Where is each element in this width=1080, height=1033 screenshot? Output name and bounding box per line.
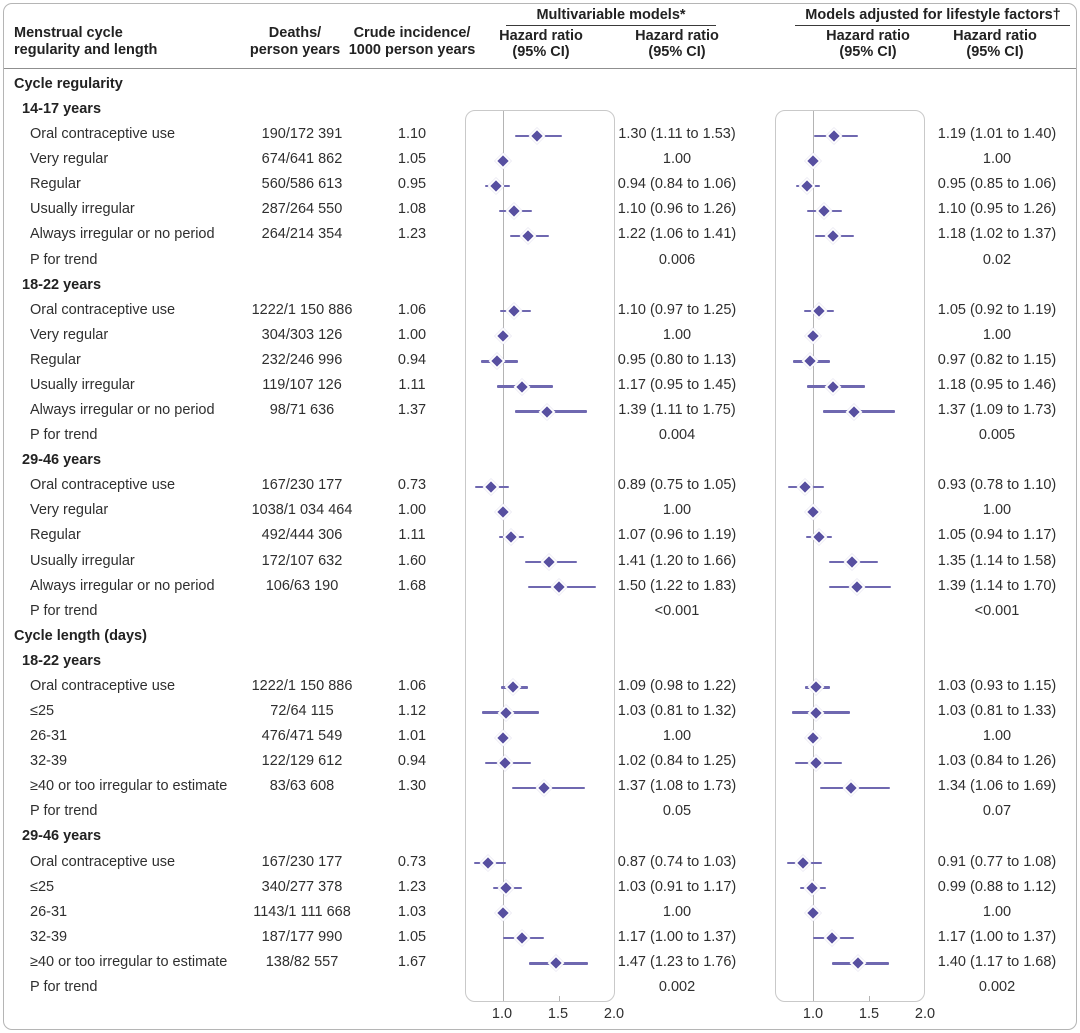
p-for-trend-label: P for trend bbox=[30, 602, 98, 619]
row-label: Regular bbox=[30, 527, 81, 544]
group-label: 18-22 years bbox=[22, 652, 102, 669]
p-trend-value-lifestyle: 0.005 bbox=[978, 427, 1016, 444]
reference-line-2 bbox=[813, 111, 814, 1001]
deaths-person-years-value: 674/641 862 bbox=[261, 151, 343, 168]
crude-incidence-value: 0.95 bbox=[397, 176, 427, 193]
point-estimate-diamond bbox=[495, 503, 512, 520]
hazard-ratio-text-lifestyle: 1.37 (1.09 to 1.73) bbox=[937, 402, 1057, 419]
point-estimate-diamond bbox=[805, 729, 822, 746]
row-label: Very regular bbox=[30, 326, 109, 343]
point-estimate-diamond bbox=[506, 303, 523, 320]
axis-label-1.0-panel1: 1.0 bbox=[491, 1006, 513, 1022]
p-trend-value-lifestyle: <0.001 bbox=[974, 602, 1020, 619]
row-label: Oral contraceptive use bbox=[30, 853, 176, 870]
deaths-person-years-value: 1143/1 111 668 bbox=[253, 903, 351, 920]
axis-label-1.5-panel2: 1.5 bbox=[858, 1006, 880, 1022]
crude-incidence-value: 1.23 bbox=[397, 226, 427, 243]
deaths-person-years-value: 1038/1 034 464 bbox=[251, 502, 353, 519]
group-label: 14-17 years bbox=[22, 101, 102, 118]
row-label: Oral contraceptive use bbox=[30, 126, 176, 143]
deaths-person-years-value: 264/214 354 bbox=[261, 226, 343, 243]
point-estimate-diamond bbox=[482, 478, 499, 495]
crude-incidence-value: 0.73 bbox=[397, 477, 427, 494]
point-estimate-diamond bbox=[497, 754, 514, 771]
column-header-crude-line1: Crude incidence/ bbox=[353, 25, 471, 41]
p-trend-value-multivariable: 0.05 bbox=[662, 803, 692, 820]
hazard-ratio-text-lifestyle: 1.00 bbox=[982, 151, 1012, 168]
point-estimate-diamond bbox=[825, 228, 842, 245]
point-estimate-diamond bbox=[805, 905, 822, 922]
point-estimate-diamond bbox=[495, 152, 512, 169]
p-trend-value-lifestyle: 0.002 bbox=[978, 978, 1016, 995]
hazard-ratio-text-lifestyle: 1.00 bbox=[982, 326, 1012, 343]
p-trend-value-multivariable: 0.004 bbox=[658, 427, 696, 444]
crude-incidence-value: 1.06 bbox=[397, 301, 427, 318]
p-for-trend-label: P for trend bbox=[30, 427, 98, 444]
row-label: Oral contraceptive use bbox=[30, 301, 176, 318]
deaths-person-years-value: 190/172 391 bbox=[261, 126, 343, 143]
deaths-person-years-value: 492/444 306 bbox=[261, 527, 343, 544]
deaths-person-years-value: 167/230 177 bbox=[261, 853, 343, 870]
subheader-hr-text-2-line2: (95% CI) bbox=[966, 44, 1024, 60]
deaths-person-years-value: 1222/1 150 886 bbox=[251, 677, 353, 694]
hazard-ratio-text-multivariable: 1.07 (0.96 to 1.19) bbox=[617, 527, 737, 544]
deaths-person-years-value: 72/64 115 bbox=[270, 703, 334, 720]
point-estimate-diamond bbox=[498, 880, 515, 897]
hazard-ratio-text-multivariable: 1.00 bbox=[662, 502, 692, 519]
p-for-trend-label: P for trend bbox=[30, 803, 98, 820]
hazard-ratio-text-lifestyle: 1.35 (1.14 to 1.58) bbox=[937, 552, 1057, 569]
hazard-ratio-text-lifestyle: 1.05 (0.92 to 1.19) bbox=[937, 301, 1057, 318]
group-header-underline-1 bbox=[506, 25, 716, 26]
section-label: Cycle length (days) bbox=[14, 627, 147, 644]
hazard-ratio-text-multivariable: 1.22 (1.06 to 1.41) bbox=[617, 226, 737, 243]
forest-panel-lifestyle bbox=[775, 110, 925, 1002]
deaths-person-years-value: 287/264 550 bbox=[261, 201, 343, 218]
hazard-ratio-text-multivariable: 0.94 (0.84 to 1.06) bbox=[617, 176, 737, 193]
row-label: ≤25 bbox=[30, 878, 55, 895]
row-label: Usually irregular bbox=[30, 552, 135, 569]
deaths-person-years-value: 1222/1 150 886 bbox=[251, 301, 353, 318]
axis-label-2.0-panel2: 2.0 bbox=[914, 1006, 936, 1022]
hazard-ratio-text-multivariable: 1.02 (0.84 to 1.25) bbox=[617, 753, 737, 770]
axis-tick-1.5-panel1 bbox=[559, 996, 560, 1001]
crude-incidence-value: 1.67 bbox=[397, 953, 427, 970]
hazard-ratio-text-lifestyle: 1.03 (0.84 to 1.26) bbox=[937, 753, 1057, 770]
reference-line-1 bbox=[503, 111, 504, 1001]
deaths-person-years-value: 167/230 177 bbox=[261, 477, 343, 494]
hazard-ratio-text-lifestyle: 1.00 bbox=[982, 728, 1012, 745]
header-divider bbox=[4, 68, 1076, 69]
point-estimate-diamond bbox=[803, 880, 820, 897]
point-estimate-diamond bbox=[528, 127, 545, 144]
point-estimate-diamond bbox=[498, 704, 515, 721]
point-estimate-diamond bbox=[805, 152, 822, 169]
point-estimate-diamond bbox=[536, 779, 553, 796]
hazard-ratio-text-lifestyle: 0.91 (0.77 to 1.08) bbox=[937, 853, 1057, 870]
point-estimate-diamond bbox=[519, 228, 536, 245]
hazard-ratio-text-multivariable: 1.17 (1.00 to 1.37) bbox=[617, 928, 737, 945]
group-label: 18-22 years bbox=[22, 276, 102, 293]
point-estimate-diamond bbox=[826, 127, 843, 144]
point-estimate-diamond bbox=[547, 955, 564, 972]
deaths-person-years-value: 232/246 996 bbox=[261, 351, 343, 368]
group-header-underline-2 bbox=[795, 25, 1070, 26]
column-header-label-line2: regularity and length bbox=[14, 42, 158, 58]
hazard-ratio-text-multivariable: 1.50 (1.22 to 1.83) bbox=[617, 577, 737, 594]
row-label: Always irregular or no period bbox=[30, 402, 215, 419]
hazard-ratio-text-lifestyle: 0.99 (0.88 to 1.12) bbox=[937, 878, 1057, 895]
point-estimate-diamond bbox=[844, 554, 861, 571]
column-header-deaths-line2: person years bbox=[249, 42, 341, 58]
hazard-ratio-text-lifestyle: 0.97 (0.82 to 1.15) bbox=[937, 351, 1057, 368]
hazard-ratio-text-multivariable: 1.00 bbox=[662, 728, 692, 745]
point-estimate-diamond bbox=[808, 704, 825, 721]
point-estimate-diamond bbox=[824, 930, 841, 947]
hazard-ratio-text-lifestyle: 1.18 (1.02 to 1.37) bbox=[937, 226, 1057, 243]
hazard-ratio-text-multivariable: 1.17 (0.95 to 1.45) bbox=[617, 376, 737, 393]
crude-incidence-value: 1.05 bbox=[397, 151, 427, 168]
point-estimate-diamond bbox=[514, 930, 531, 947]
point-estimate-diamond bbox=[808, 754, 825, 771]
point-estimate-diamond bbox=[794, 855, 811, 872]
hazard-ratio-text-lifestyle: 1.39 (1.14 to 1.70) bbox=[937, 577, 1057, 594]
point-estimate-diamond bbox=[495, 729, 512, 746]
deaths-person-years-value: 122/129 612 bbox=[261, 753, 343, 770]
hazard-ratio-text-lifestyle: 1.40 (1.17 to 1.68) bbox=[937, 953, 1057, 970]
point-estimate-diamond bbox=[848, 579, 865, 596]
point-estimate-diamond bbox=[495, 328, 512, 345]
crude-incidence-value: 1.30 bbox=[397, 778, 427, 795]
row-label: Usually irregular bbox=[30, 201, 135, 218]
deaths-person-years-value: 138/82 557 bbox=[265, 953, 339, 970]
p-trend-value-multivariable: 0.006 bbox=[658, 251, 696, 268]
p-trend-value-multivariable: <0.001 bbox=[654, 602, 700, 619]
hazard-ratio-text-multivariable: 1.10 (0.96 to 1.26) bbox=[617, 201, 737, 218]
crude-incidence-value: 1.68 bbox=[397, 577, 427, 594]
hazard-ratio-text-multivariable: 1.30 (1.11 to 1.53) bbox=[618, 126, 736, 143]
row-label: 32-39 bbox=[30, 928, 68, 945]
point-estimate-diamond bbox=[808, 679, 825, 696]
crude-incidence-value: 1.10 bbox=[397, 126, 427, 143]
crude-incidence-value: 1.11 bbox=[398, 376, 426, 393]
deaths-person-years-value: 119/107 126 bbox=[262, 376, 342, 393]
crude-incidence-value: 1.00 bbox=[397, 502, 427, 519]
crude-incidence-value: 1.12 bbox=[397, 703, 427, 720]
hazard-ratio-text-multivariable: 1.00 bbox=[662, 151, 692, 168]
point-estimate-diamond bbox=[801, 353, 818, 370]
row-label: Very regular bbox=[30, 151, 109, 168]
row-label: ≤25 bbox=[30, 703, 55, 720]
point-estimate-diamond bbox=[502, 529, 519, 546]
crude-incidence-value: 1.05 bbox=[397, 928, 427, 945]
column-header-deaths-line1: Deaths/ bbox=[268, 25, 322, 41]
section-label: Cycle regularity bbox=[14, 76, 123, 92]
hazard-ratio-text-lifestyle: 1.10 (0.95 to 1.26) bbox=[937, 201, 1057, 218]
p-trend-value-multivariable: 0.002 bbox=[658, 978, 696, 995]
deaths-person-years-value: 340/277 378 bbox=[261, 878, 343, 895]
group-header-multivariable: Multivariable models* bbox=[536, 7, 686, 23]
crude-incidence-value: 1.00 bbox=[397, 326, 427, 343]
subheader-hr-text-1-line2: (95% CI) bbox=[648, 44, 706, 60]
point-estimate-diamond bbox=[849, 955, 866, 972]
row-label: Very regular bbox=[30, 502, 109, 519]
hazard-ratio-text-multivariable: 0.87 (0.74 to 1.03) bbox=[617, 853, 737, 870]
axis-label-1.5-panel1: 1.5 bbox=[547, 1006, 569, 1022]
crude-incidence-value: 1.08 bbox=[397, 201, 427, 218]
crude-incidence-value: 0.73 bbox=[397, 853, 427, 870]
axis-label-1.0-panel2: 1.0 bbox=[802, 1006, 824, 1022]
p-for-trend-label: P for trend bbox=[30, 251, 98, 268]
point-estimate-diamond bbox=[506, 202, 523, 219]
hazard-ratio-text-multivariable: 1.10 (0.97 to 1.25) bbox=[617, 301, 737, 318]
point-estimate-diamond bbox=[540, 554, 557, 571]
row-label: Oral contraceptive use bbox=[30, 677, 176, 694]
row-label: Always irregular or no period bbox=[30, 577, 215, 594]
hazard-ratio-text-lifestyle: 1.34 (1.06 to 1.69) bbox=[937, 778, 1057, 795]
hazard-ratio-text-multivariable: 1.03 (0.81 to 1.32) bbox=[617, 703, 737, 720]
row-label: Always irregular or no period bbox=[30, 226, 215, 243]
hazard-ratio-text-lifestyle: 1.05 (0.94 to 1.17) bbox=[937, 527, 1057, 544]
hazard-ratio-text-lifestyle: 0.93 (0.78 to 1.10) bbox=[937, 477, 1057, 494]
hazard-ratio-text-lifestyle: 0.95 (0.85 to 1.06) bbox=[937, 176, 1057, 193]
hazard-ratio-text-lifestyle: 1.19 (1.01 to 1.40) bbox=[937, 126, 1057, 143]
crude-incidence-value: 0.94 bbox=[397, 351, 427, 368]
group-label: 29-46 years bbox=[22, 452, 102, 469]
row-label: 26-31 bbox=[30, 903, 68, 920]
crude-incidence-value: 1.37 bbox=[397, 402, 427, 419]
forest-panel-multivariable bbox=[465, 110, 615, 1002]
hazard-ratio-text-multivariable: 1.37 (1.08 to 1.73) bbox=[617, 778, 737, 795]
subheader-hr-plot-1-line1: Hazard ratio bbox=[499, 28, 583, 44]
point-estimate-diamond bbox=[805, 503, 822, 520]
point-estimate-diamond bbox=[551, 579, 568, 596]
subheader-hr-plot-2-line2: (95% CI) bbox=[839, 44, 897, 60]
row-label: 26-31 bbox=[30, 728, 68, 745]
point-estimate-diamond bbox=[805, 328, 822, 345]
hazard-ratio-text-multivariable: 1.09 (0.98 to 1.22) bbox=[617, 677, 737, 694]
hazard-ratio-text-multivariable: 1.47 (1.23 to 1.76) bbox=[617, 953, 737, 970]
hazard-ratio-text-multivariable: 1.00 bbox=[662, 326, 692, 343]
hazard-ratio-text-multivariable: 1.39 (1.11 to 1.75) bbox=[618, 402, 736, 419]
row-label: ≥40 or too irregular to estimate bbox=[30, 778, 228, 795]
point-estimate-diamond bbox=[480, 855, 497, 872]
deaths-person-years-value: 98/71 636 bbox=[269, 402, 335, 419]
hazard-ratio-text-multivariable: 0.89 (0.75 to 1.05) bbox=[617, 477, 737, 494]
subheader-hr-text-2-line1: Hazard ratio bbox=[953, 28, 1037, 44]
point-estimate-diamond bbox=[816, 202, 833, 219]
deaths-person-years-value: 106/63 190 bbox=[265, 577, 339, 594]
point-estimate-diamond bbox=[797, 478, 814, 495]
point-estimate-diamond bbox=[825, 378, 842, 395]
crude-incidence-value: 1.03 bbox=[397, 903, 427, 920]
deaths-person-years-value: 187/177 990 bbox=[261, 928, 343, 945]
row-label: Regular bbox=[30, 351, 81, 368]
subheader-hr-plot-2-line1: Hazard ratio bbox=[826, 28, 910, 44]
deaths-person-years-value: 83/63 608 bbox=[269, 778, 335, 795]
p-trend-value-lifestyle: 0.07 bbox=[982, 803, 1012, 820]
row-label: Usually irregular bbox=[30, 376, 135, 393]
axis-tick-1.5-panel2 bbox=[869, 996, 870, 1001]
p-for-trend-label: P for trend bbox=[30, 978, 98, 995]
crude-incidence-value: 0.94 bbox=[397, 753, 427, 770]
crude-incidence-value: 1.11 bbox=[398, 527, 426, 544]
crude-incidence-value: 1.60 bbox=[397, 552, 427, 569]
group-header-lifestyle: Models adjusted for lifestyle factors† bbox=[805, 7, 1061, 23]
crude-incidence-value: 1.01 bbox=[397, 728, 427, 745]
hazard-ratio-text-lifestyle: 1.00 bbox=[982, 903, 1012, 920]
column-header-label-line1: Menstrual cycle bbox=[14, 25, 123, 41]
column-header-crude-line2: 1000 person years bbox=[348, 42, 476, 58]
row-label: ≥40 or too irregular to estimate bbox=[30, 953, 228, 970]
row-label: 32-39 bbox=[30, 753, 68, 770]
hazard-ratio-text-multivariable: 1.41 (1.20 to 1.66) bbox=[617, 552, 737, 569]
point-estimate-diamond bbox=[514, 378, 531, 395]
point-estimate-diamond bbox=[538, 403, 555, 420]
hazard-ratio-text-multivariable: 0.95 (0.80 to 1.13) bbox=[617, 351, 737, 368]
row-label: Regular bbox=[30, 176, 81, 193]
hazard-ratio-text-lifestyle: 1.03 (0.93 to 1.15) bbox=[937, 677, 1057, 694]
point-estimate-diamond bbox=[846, 403, 863, 420]
hazard-ratio-text-lifestyle: 1.17 (1.00 to 1.37) bbox=[937, 928, 1057, 945]
point-estimate-diamond bbox=[505, 679, 522, 696]
point-estimate-diamond bbox=[843, 779, 860, 796]
hazard-ratio-text-multivariable: 1.03 (0.91 to 1.17) bbox=[617, 878, 737, 895]
axis-label-2.0-panel1: 2.0 bbox=[603, 1006, 625, 1022]
subheader-hr-text-1-line1: Hazard ratio bbox=[635, 28, 719, 44]
subheader-hr-plot-1-line2: (95% CI) bbox=[512, 44, 570, 60]
crude-incidence-value: 1.06 bbox=[397, 677, 427, 694]
crude-incidence-value: 1.23 bbox=[397, 878, 427, 895]
hazard-ratio-text-lifestyle: 1.18 (0.95 to 1.46) bbox=[937, 376, 1057, 393]
point-estimate-diamond bbox=[495, 905, 512, 922]
hazard-ratio-text-lifestyle: 1.00 bbox=[982, 502, 1012, 519]
deaths-person-years-value: 304/303 126 bbox=[261, 326, 343, 343]
row-label: Oral contraceptive use bbox=[30, 477, 176, 494]
hazard-ratio-text-lifestyle: 1.03 (0.81 to 1.33) bbox=[937, 703, 1057, 720]
p-trend-value-lifestyle: 0.02 bbox=[982, 251, 1012, 268]
deaths-person-years-value: 560/586 613 bbox=[261, 176, 343, 193]
deaths-person-years-value: 172/107 632 bbox=[261, 552, 343, 569]
hazard-ratio-text-multivariable: 1.00 bbox=[662, 903, 692, 920]
group-label: 29-46 years bbox=[22, 828, 102, 845]
deaths-person-years-value: 476/471 549 bbox=[261, 728, 343, 745]
